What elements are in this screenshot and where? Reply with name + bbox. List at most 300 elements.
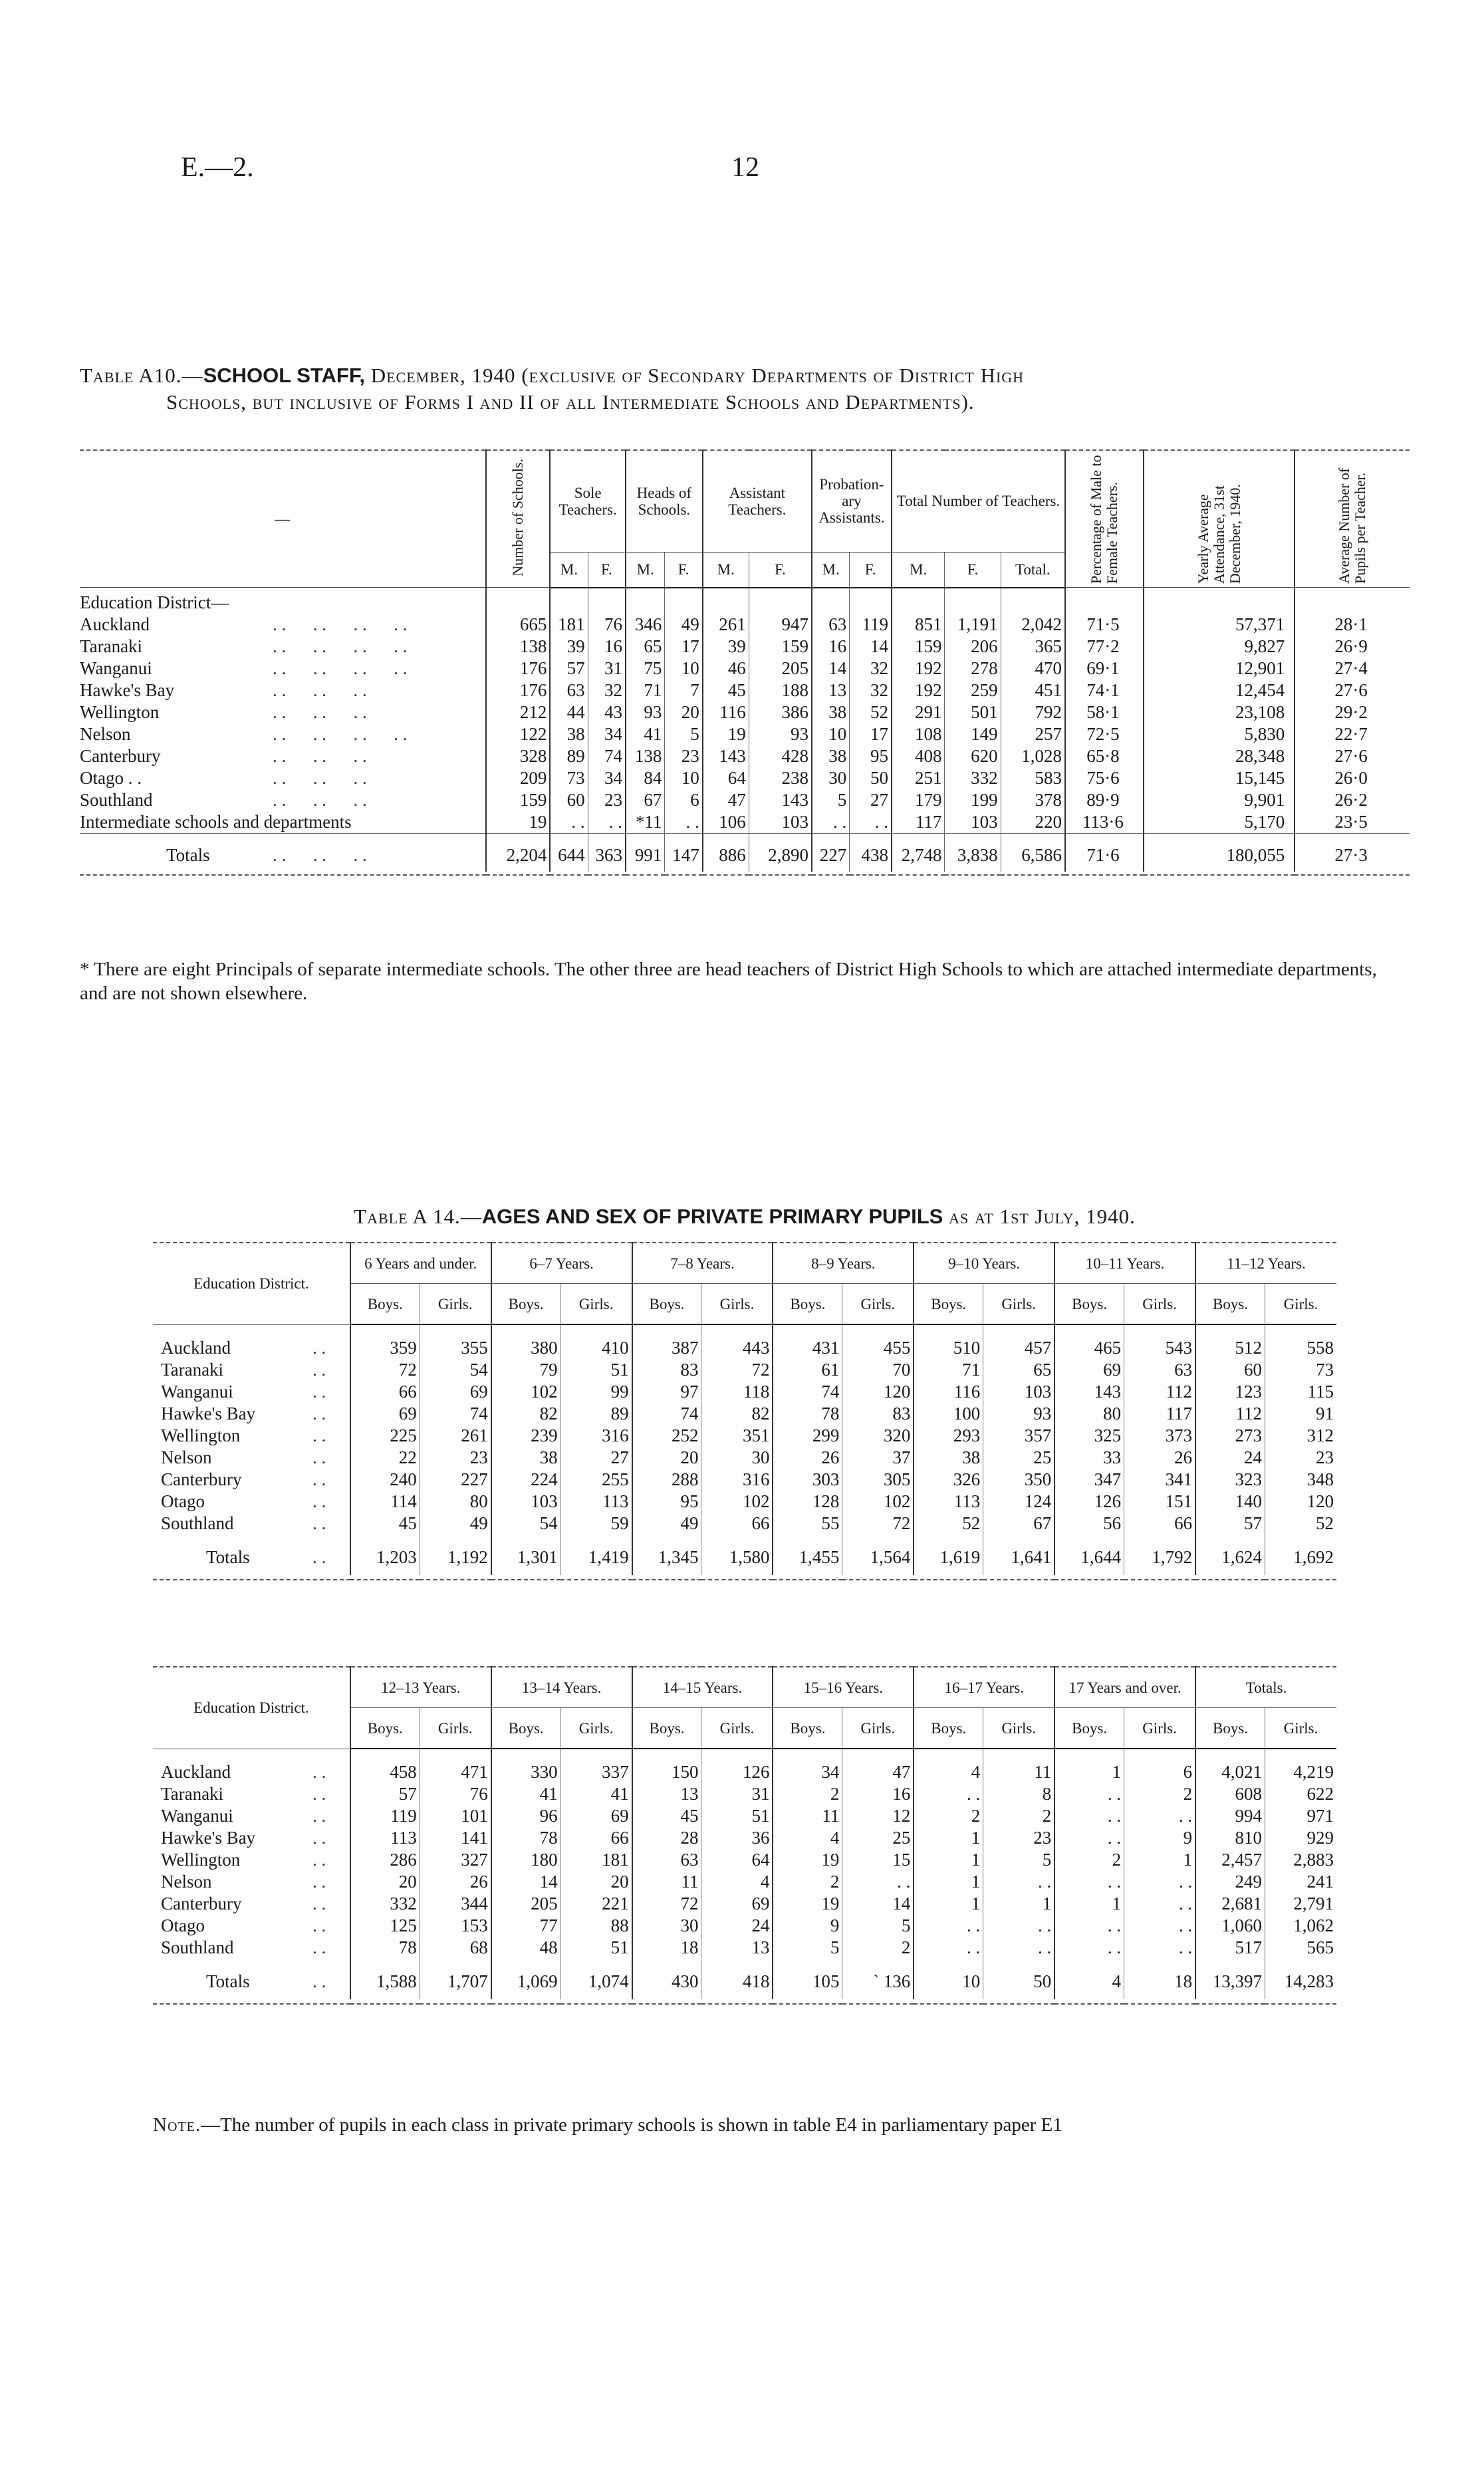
table-cell: 5	[842, 1915, 914, 1937]
table-cell: 71	[914, 1359, 983, 1381]
table-cell: . .	[1124, 1805, 1195, 1827]
table-cell: 23	[665, 745, 703, 767]
table-cell: 273	[1195, 1425, 1265, 1447]
table-cell: 122	[486, 723, 551, 745]
spacer-row	[153, 1749, 1336, 1761]
table-cell: 792	[1001, 701, 1065, 723]
table-cell: 63	[1124, 1359, 1195, 1381]
table-cell: 57	[350, 1783, 420, 1805]
table-cell: 357	[983, 1425, 1054, 1447]
leader-dots: . . . . . .	[273, 680, 367, 700]
table-cell: 1,588	[350, 1959, 420, 1999]
table-cell: 69	[560, 1805, 632, 1827]
table-cell: 38	[812, 745, 850, 767]
table-cell: 240	[350, 1469, 420, 1491]
col-head-boys: Boys.	[773, 1708, 842, 1749]
table-cell: 5,170	[1144, 811, 1295, 834]
table-cell: 305	[842, 1469, 914, 1491]
table-cell: 80	[1054, 1403, 1124, 1425]
table-cell: 10	[914, 1959, 983, 1999]
table-cell: 60	[1195, 1359, 1265, 1381]
table-cell: 1,345	[632, 1535, 701, 1575]
district-label: Southland	[80, 790, 153, 810]
table-cell: 458	[350, 1761, 420, 1783]
leader-dots: . .	[312, 1513, 326, 1533]
col-head-age-group: 6–7 Years.	[491, 1243, 632, 1284]
table-cell: 128	[773, 1491, 842, 1513]
table-a10-title-prefix: Table A10.—	[80, 364, 203, 387]
leader-dots: . .	[312, 1547, 326, 1567]
table-row	[153, 1915, 1336, 1937]
table-cell: 238	[749, 767, 812, 789]
table-cell: 1,192	[420, 1535, 491, 1575]
table-cell: *11	[626, 811, 665, 834]
table-cell: 517	[1195, 1937, 1265, 1959]
table-cell: 69·1	[1065, 658, 1144, 679]
table-cell: 359	[350, 1337, 420, 1359]
district-name	[153, 1381, 350, 1403]
table-cell: 74	[420, 1403, 491, 1425]
leader-dots: . .	[312, 1447, 326, 1467]
table-cell: 6,586	[1001, 834, 1065, 872]
table-row	[153, 1937, 1336, 1959]
col-head-district: Education District.	[153, 1243, 350, 1324]
table-cell: 66	[701, 1513, 773, 1535]
district-name	[153, 1805, 350, 1827]
table-cell: 378	[1001, 789, 1065, 811]
table-cell: 72	[842, 1513, 914, 1535]
table-cell: 159	[892, 636, 945, 658]
table-cell: 65	[983, 1359, 1054, 1381]
district-name	[153, 1447, 350, 1469]
table-cell: 13	[812, 679, 850, 701]
col-head-heads: Heads of Schools.	[626, 450, 703, 552]
table-cell: 57	[550, 658, 588, 679]
table-cell: 51	[560, 1359, 632, 1381]
table-cell: 350	[983, 1469, 1054, 1491]
table-a14-title-bold: AGES AND SEX OF PRIVATE PRIMARY PUPILS	[481, 1205, 943, 1228]
table-cell: 17	[850, 723, 892, 745]
leader-dots: . .	[312, 1971, 326, 1991]
table-row	[80, 811, 1410, 834]
table-cell: 192	[892, 658, 945, 679]
table-cell: 17	[665, 636, 703, 658]
table-cell: 9	[773, 1915, 842, 1937]
table-cell: 9	[1124, 1827, 1195, 1849]
table-cell: 124	[983, 1491, 1054, 1513]
table-cell: 1,301	[491, 1535, 560, 1575]
table-cell: 4	[773, 1827, 842, 1849]
district-label: Wanganui	[161, 1382, 233, 1402]
table-cell: 89	[560, 1403, 632, 1425]
leader-dots: . . . . . . . .	[273, 724, 408, 744]
table-cell: 410	[560, 1337, 632, 1359]
table-cell: 19	[773, 1849, 842, 1871]
table-cell: 286	[350, 1849, 420, 1871]
table-cell: 44	[550, 701, 588, 723]
col-head-age-group: 12–13 Years.	[350, 1667, 491, 1708]
table-cell: 78	[350, 1937, 420, 1959]
table-cell: 1,692	[1293, 1547, 1334, 1567]
table-cell: 54	[491, 1513, 560, 1535]
col-head-blank: —	[80, 450, 486, 588]
table-cell: 32	[588, 679, 626, 701]
table-cell: 5,830	[1144, 723, 1295, 745]
district-name	[153, 1513, 350, 1535]
table-cell: 141	[420, 1827, 491, 1849]
table-cell: 77	[491, 1915, 560, 1937]
col-head-age-group: 15–16 Years.	[773, 1667, 914, 1708]
table-cell: 66	[560, 1827, 632, 1849]
table-row	[153, 1805, 1336, 1827]
table-cell: 63	[550, 679, 588, 701]
table-cell: 192	[892, 679, 945, 701]
table-cell: 1,069	[491, 1959, 560, 1999]
table-cell: 4	[1054, 1959, 1124, 1999]
table-cell: 455	[842, 1337, 914, 1359]
table-row	[80, 679, 1410, 701]
district-name	[153, 1425, 350, 1447]
leader-dots: . .	[312, 1937, 326, 1957]
table-row	[80, 723, 1410, 745]
table-cell: 220	[1001, 811, 1065, 834]
district-name	[80, 834, 486, 872]
table-cell: 252	[632, 1425, 701, 1447]
table-cell: 97	[632, 1381, 701, 1403]
table-cell: 95	[632, 1491, 701, 1513]
table-cell: 241	[1306, 1872, 1334, 1892]
col-head-attendance: Yearly Average Attendance, 31st December, 1940.	[1144, 450, 1295, 588]
district-label: Auckland	[161, 1762, 231, 1782]
table-cell: 26·9	[1334, 636, 1368, 656]
table-cell: 41	[491, 1783, 560, 1805]
table-cell: 12	[842, 1805, 914, 1827]
table-cell: 316	[701, 1469, 773, 1491]
leader-dots: . .	[312, 1404, 326, 1423]
table-cell: 387	[632, 1337, 701, 1359]
table-cell: 291	[892, 701, 945, 723]
table-cell: 15	[842, 1849, 914, 1871]
leader-dots: . . . . . . . .	[273, 636, 408, 656]
table-cell: 5	[812, 789, 850, 811]
col-head-boys: Boys.	[1054, 1284, 1124, 1325]
table-cell: ` 136	[842, 1959, 914, 1999]
col-head-boys: Boys.	[491, 1284, 560, 1325]
table-cell: 147	[665, 834, 703, 872]
table-cell: 102	[842, 1491, 914, 1513]
district-name	[80, 789, 486, 811]
table-cell: 72·5	[1065, 723, 1144, 745]
section-label-row	[80, 588, 1410, 614]
table-cell: . .	[1124, 1915, 1195, 1937]
table-cell: 25	[983, 1447, 1054, 1469]
col-head-assistant: Assistant Teachers.	[703, 450, 812, 552]
table-cell: 75	[626, 658, 665, 679]
table-cell: 457	[983, 1337, 1054, 1359]
table-cell: 14	[842, 1893, 914, 1915]
district-label: Hawke's Bay	[161, 1404, 256, 1423]
table-cell: 103	[749, 811, 812, 834]
col-head-age-group: 14–15 Years.	[632, 1667, 773, 1708]
table-cell: 150	[632, 1761, 701, 1783]
table-cell: 114	[350, 1491, 420, 1513]
table-cell: . .	[842, 1871, 914, 1893]
table-cell: 227	[812, 834, 850, 872]
table-cell: 206	[945, 636, 1001, 658]
table-cell: 11	[983, 1761, 1054, 1783]
table-row	[153, 1893, 1336, 1915]
table-cell: 159	[749, 636, 812, 658]
table-cell: 20	[632, 1447, 701, 1469]
table-cell: 1,062	[1293, 1915, 1334, 1935]
district-name	[153, 1337, 350, 1359]
table-cell: 38	[812, 701, 850, 723]
leader-dots: . . . . . .	[273, 790, 367, 810]
table-cell: 38	[914, 1447, 983, 1469]
table-cell: 2,748	[892, 834, 945, 872]
table-a10-title-rest: December, 1940 (exclusive of Secondary Departments of District High	[364, 364, 1025, 387]
table-cell: 26	[1124, 1447, 1195, 1469]
table-cell: 558	[1306, 1338, 1334, 1358]
table-cell: 100	[914, 1403, 983, 1425]
table-cell: 69	[1054, 1359, 1124, 1381]
table-cell: 1,419	[560, 1535, 632, 1575]
table-cell: 103	[983, 1381, 1054, 1403]
col-head-girls: Girls.	[560, 1708, 632, 1749]
table-cell: 15,145	[1144, 767, 1295, 789]
table-cell: 27·6	[1334, 680, 1368, 700]
col-head-boys: Boys.	[632, 1708, 701, 1749]
table-cell: 50	[983, 1959, 1054, 1999]
table-cell: 316	[560, 1425, 632, 1447]
district-label: Auckland	[161, 1338, 231, 1358]
table-cell: 23·5	[1334, 812, 1368, 832]
table-cell: 76	[588, 614, 626, 636]
leader-dots: . .	[312, 1491, 326, 1511]
table-cell: 79	[491, 1359, 560, 1381]
sub-m: M.	[626, 552, 665, 588]
col-head-num-schools: Number of Schools.	[486, 450, 551, 588]
table-cell: 2,204	[486, 834, 551, 872]
table-cell: 565	[1306, 1937, 1334, 1957]
table-cell: 18	[1124, 1959, 1195, 1999]
table-cell: 112	[1195, 1403, 1265, 1425]
table-cell: 95	[850, 745, 892, 767]
table-cell: 1,074	[560, 1959, 632, 1999]
table-a14-note	[153, 2114, 1350, 2136]
district-name	[153, 1359, 350, 1381]
table-cell: 1,619	[914, 1535, 983, 1575]
table-cell: 22	[350, 1447, 420, 1469]
col-head-girls: Girls.	[560, 1284, 632, 1325]
table-row	[153, 1849, 1336, 1871]
table-cell: 346	[626, 614, 665, 636]
table-cell: 70	[842, 1359, 914, 1381]
district-label: Canterbury	[161, 1894, 242, 1913]
table-cell: 102	[491, 1381, 560, 1403]
table-cell: . .	[1054, 1871, 1124, 1893]
table-cell: . .	[588, 811, 626, 834]
table-cell: 199	[945, 789, 1001, 811]
table-end-rule	[80, 872, 1410, 875]
leader-dots: . .	[312, 1469, 326, 1489]
table-cell: 209	[486, 767, 551, 789]
table-cell: . .	[1054, 1783, 1124, 1805]
table-cell: 543	[1124, 1337, 1195, 1359]
table-cell: 38	[550, 723, 588, 745]
table-cell: 63	[812, 614, 850, 636]
table-cell: 113	[350, 1827, 420, 1849]
district-name	[153, 1871, 350, 1893]
table-cell: 2	[914, 1805, 983, 1827]
table-cell: 51	[560, 1937, 632, 1959]
table-cell: 1	[1124, 1849, 1195, 1871]
table-cell: 143	[703, 745, 749, 767]
note-text: —The number of pupils in each class in private primary schools is shown in table E4 in parliamentary paper E1	[201, 2114, 1062, 2136]
col-head-girls: Girls.	[701, 1284, 773, 1325]
table-cell: 1	[914, 1871, 983, 1893]
table-a10-title-bold: SCHOOL STAFF,	[203, 364, 365, 387]
table-cell: . .	[1054, 1805, 1124, 1827]
table-cell: 501	[945, 701, 1001, 723]
table-cell: 57	[1195, 1513, 1265, 1535]
table-cell: 91	[1316, 1404, 1334, 1423]
table-cell: 49	[665, 614, 703, 636]
district-name	[153, 1491, 350, 1513]
table-cell: 323	[1195, 1469, 1265, 1491]
table-cell: 93	[626, 701, 665, 723]
table-cell: 451	[1001, 679, 1065, 701]
district-label: Wellington	[161, 1850, 241, 1870]
table-cell: 261	[420, 1425, 491, 1447]
table-cell: 23	[588, 789, 626, 811]
table-row	[80, 789, 1410, 811]
table-cell: 116	[703, 701, 749, 723]
table-cell: 341	[1124, 1469, 1195, 1491]
table-cell: 176	[486, 658, 551, 679]
table-cell: 443	[701, 1337, 773, 1359]
table-cell: 120	[842, 1381, 914, 1403]
table-cell: 10	[812, 723, 850, 745]
table-cell: 1,203	[350, 1535, 420, 1575]
table-cell: 620	[945, 745, 1001, 767]
district-label: Intermediate schools and departments	[80, 812, 352, 832]
note-prefix: Note.	[153, 2114, 201, 2136]
table-cell: 227	[420, 1469, 491, 1491]
table-cell: 26	[773, 1447, 842, 1469]
table-cell: 991	[626, 834, 665, 872]
district-label: Otago . .	[80, 768, 142, 788]
table-cell: 1,792	[1124, 1535, 1195, 1575]
table-cell: . .	[1124, 1893, 1195, 1915]
col-head-boys: Boys.	[914, 1284, 983, 1325]
table-cell: 255	[560, 1469, 632, 1491]
district-label: Totals	[206, 1971, 250, 1991]
leader-dots: . . . . . .	[273, 845, 367, 865]
table-cell: 2	[1124, 1783, 1195, 1805]
table-cell: 2,883	[1293, 1850, 1334, 1870]
table-cell: 1	[1054, 1893, 1124, 1915]
table-cell: 1,641	[983, 1535, 1054, 1575]
table-cell: 89·9	[1065, 789, 1144, 811]
table-cell: 14	[850, 636, 892, 658]
table-cell: 1	[914, 1827, 983, 1849]
col-head-girls: Girls.	[420, 1284, 491, 1325]
table-cell: 2	[983, 1805, 1054, 1827]
table-cell: 347	[1054, 1469, 1124, 1491]
table-cell: 2,457	[1195, 1849, 1265, 1871]
table-row	[153, 1469, 1336, 1491]
table-cell: 261	[703, 614, 749, 636]
table-cell: 188	[749, 679, 812, 701]
table-cell: 66	[350, 1381, 420, 1403]
district-name	[80, 701, 486, 723]
table-cell: 49	[632, 1513, 701, 1535]
district-name	[80, 767, 486, 789]
table-cell: 1	[914, 1893, 983, 1915]
table-cell: 74·1	[1065, 679, 1144, 701]
leader-dots: . .	[312, 1425, 326, 1445]
table-cell: 28,348	[1144, 745, 1295, 767]
table-cell: 74	[588, 745, 626, 767]
table-cell: 26·0	[1334, 768, 1368, 788]
table-cell: 52	[1316, 1513, 1334, 1533]
table-row	[80, 745, 1410, 767]
table-cell: 380	[491, 1337, 560, 1359]
table-cell: 337	[560, 1761, 632, 1783]
col-head-percentage: Percentage of Male to Female Teachers.	[1065, 450, 1144, 588]
table-cell: 1,455	[773, 1535, 842, 1575]
col-head-girls: Girls.	[983, 1708, 1054, 1749]
sub-m: M.	[892, 552, 945, 588]
table-cell: 69	[350, 1403, 420, 1425]
table-cell: 47	[703, 789, 749, 811]
col-head-boys: Boys.	[350, 1284, 420, 1325]
table-a14-title-prefix: Table A 14.—	[354, 1205, 482, 1228]
table-cell: 6	[1124, 1761, 1195, 1783]
table-cell: 56	[1054, 1513, 1124, 1535]
table-cell: 49	[420, 1513, 491, 1535]
table-cell: 34	[588, 767, 626, 789]
table-cell: 73	[550, 767, 588, 789]
table-cell: 6	[665, 789, 703, 811]
table-cell: 119	[850, 614, 892, 636]
table-cell: 431	[773, 1337, 842, 1359]
table-cell: 39	[703, 636, 749, 658]
table-cell: 4,021	[1195, 1761, 1265, 1783]
table-cell: 52	[850, 701, 892, 723]
table-cell: 221	[560, 1893, 632, 1915]
district-label: Hawke's Bay	[161, 1828, 256, 1848]
table-cell: 332	[945, 767, 1001, 789]
district-label: Canterbury	[161, 1469, 242, 1489]
table-cell: 34	[588, 723, 626, 745]
table-a10	[80, 449, 1410, 876]
table-cell: 61	[773, 1359, 842, 1381]
table-cell: 5	[773, 1937, 842, 1959]
table-cell: 470	[1001, 658, 1065, 679]
table-cell: 330	[491, 1761, 560, 1783]
table-cell: 19	[773, 1893, 842, 1915]
table-cell: 47	[842, 1761, 914, 1783]
table-cell: 12,901	[1144, 658, 1295, 679]
col-head-boys: Boys.	[632, 1284, 701, 1325]
table-cell: 72	[701, 1359, 773, 1381]
table-cell: 465	[1054, 1337, 1124, 1359]
district-label: Otago	[161, 1915, 205, 1935]
table-cell: 10	[665, 658, 703, 679]
table-end-rule	[153, 1999, 1336, 2004]
